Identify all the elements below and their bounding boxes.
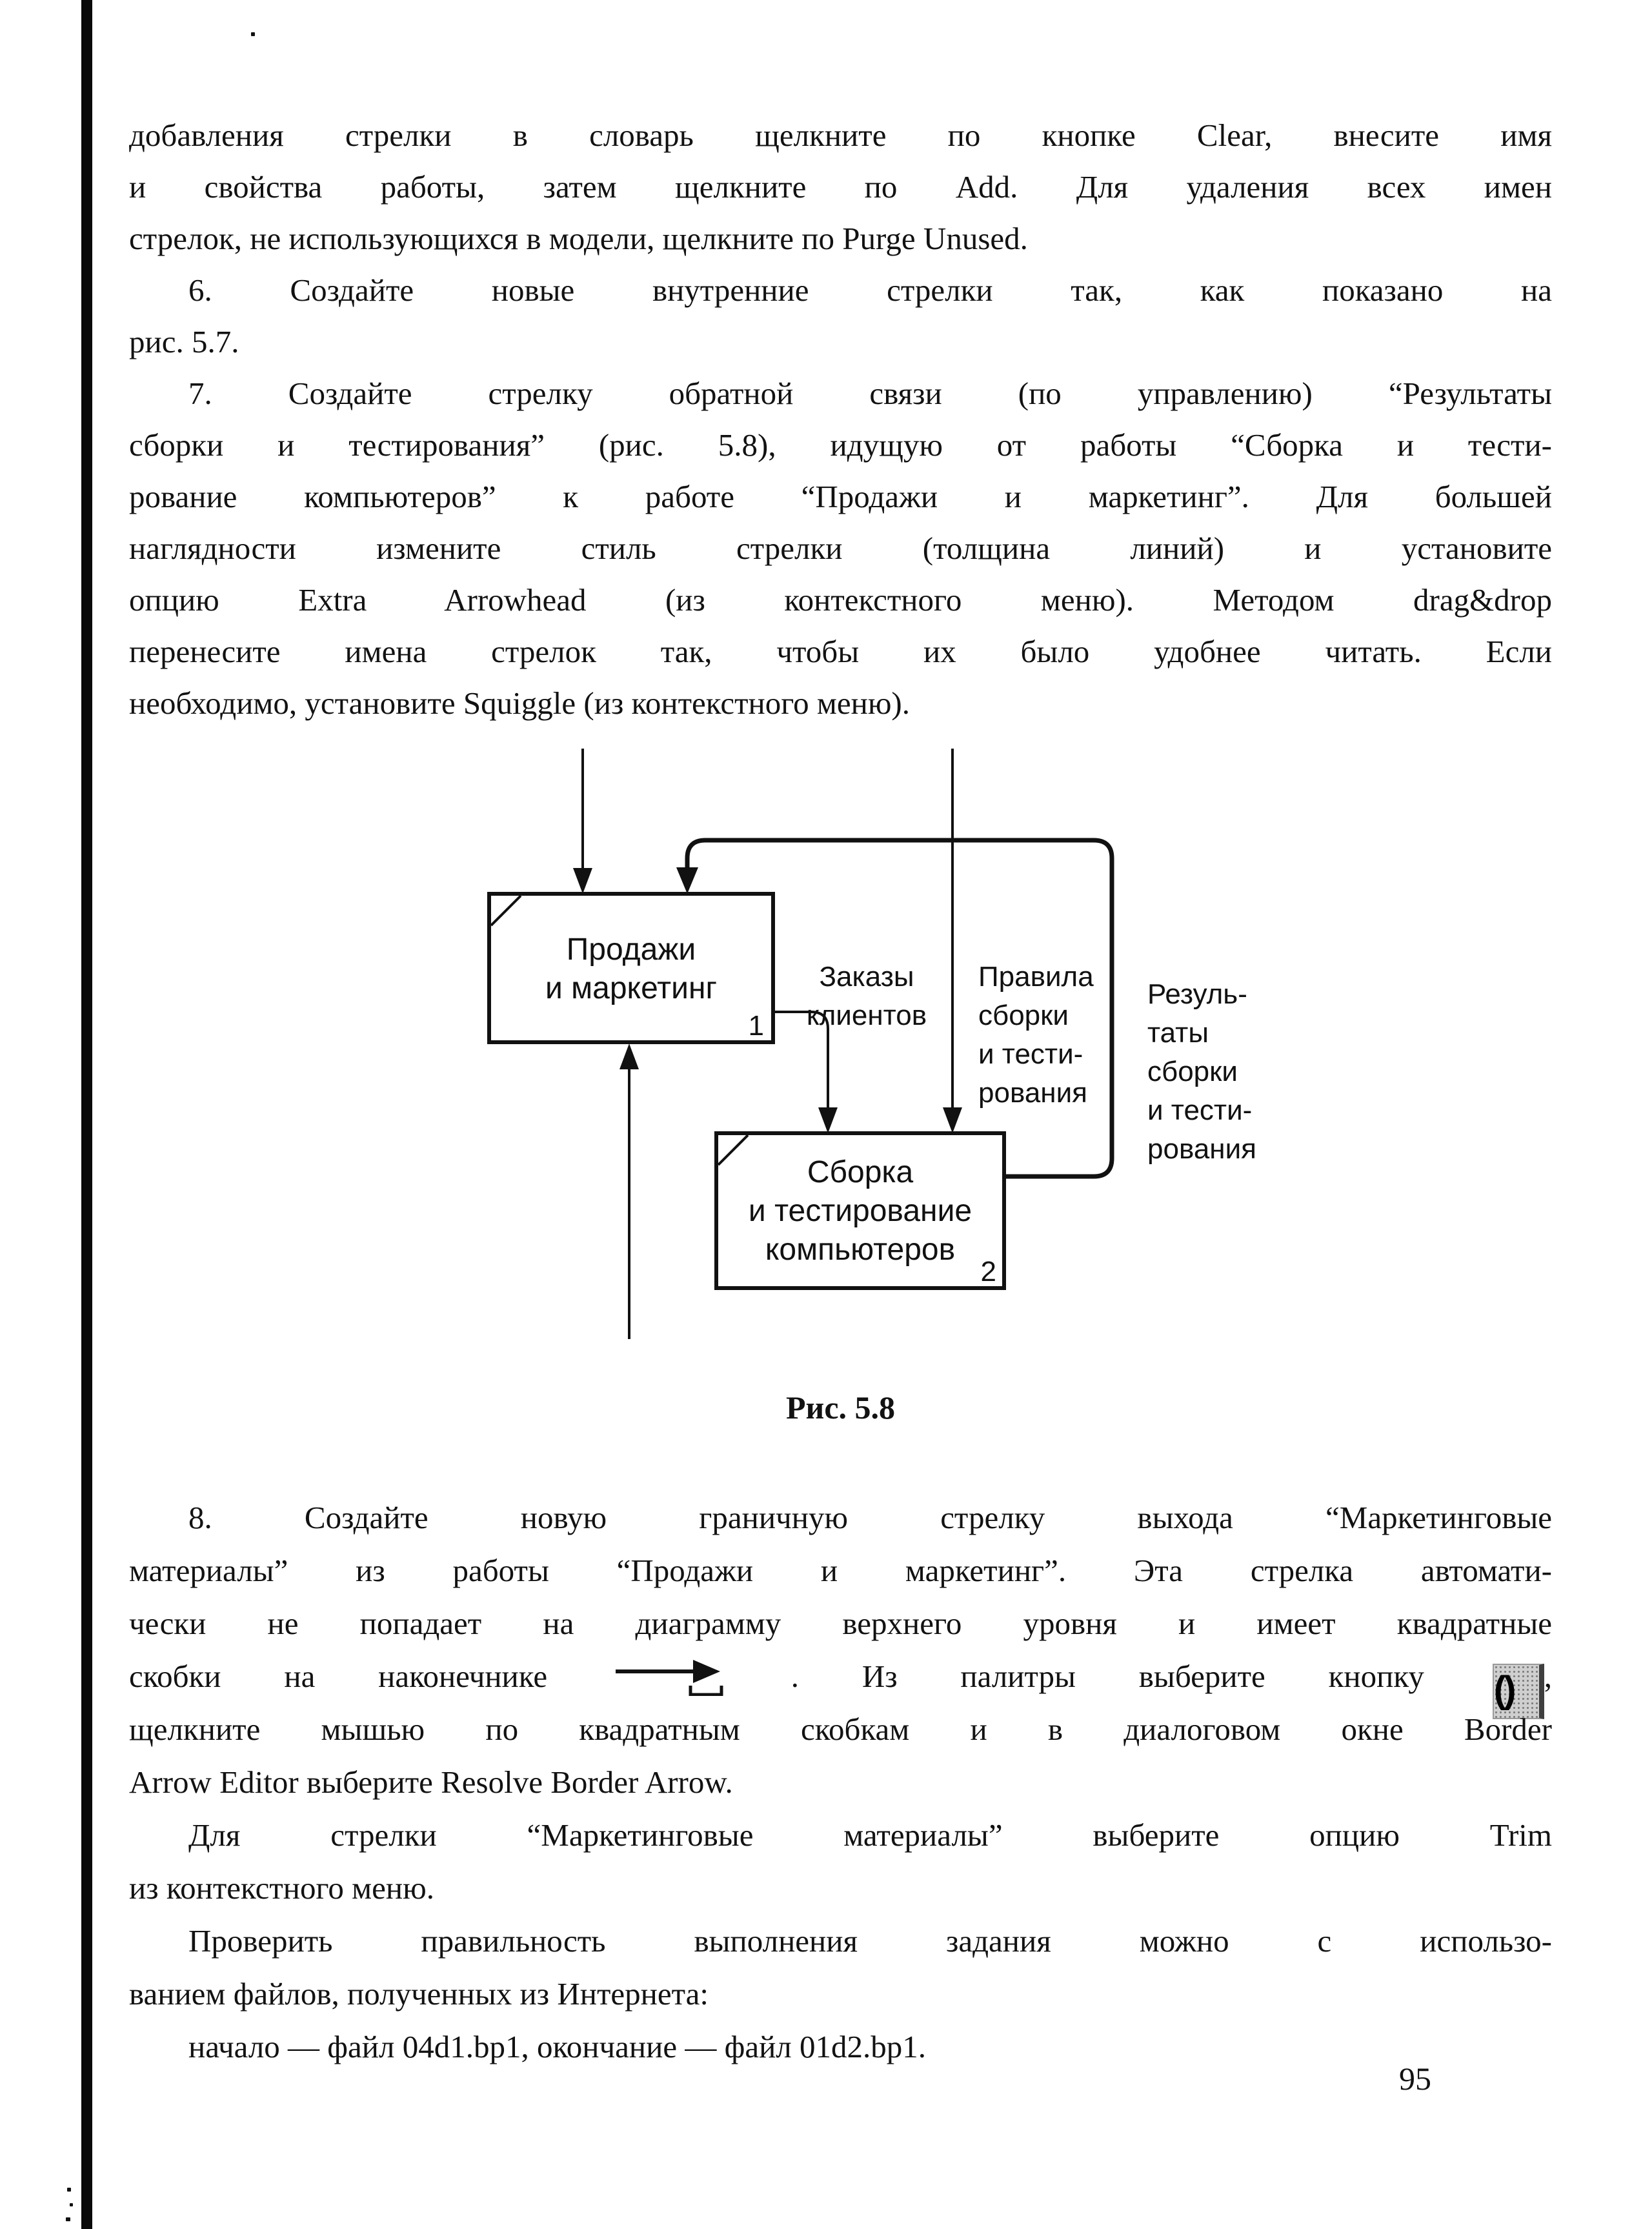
activity-box-sales-marketing	[489, 894, 773, 1042]
text-line: 8. Создайте новую граничную стрелку выхода “Маркетинговые	[188, 1500, 1552, 1535]
text-line: и свойства работы, затем щелкните по Add. Для удаления всех имен	[129, 169, 1552, 205]
control-arrow-into-box1	[573, 749, 592, 894]
svg-text:сборки: сборки	[978, 1000, 1069, 1031]
scan-speck	[251, 32, 255, 36]
results-arrow-label	[1147, 978, 1256, 1165]
scan-spine-bar	[81, 0, 92, 2229]
figure-caption: Рис. 5.8	[785, 1389, 896, 1426]
box2-number: 2	[980, 1256, 996, 1287]
svg-text:клиентов: клиентов	[806, 1000, 927, 1031]
top-text-block	[129, 110, 1552, 729]
text-line: перенесите имена стрелок так, чтобы их было удобнее читать. Если	[129, 634, 1552, 669]
text-segment: скобки на наконечнике	[129, 1659, 548, 1694]
orders-arrow-label	[807, 961, 927, 1031]
text-line: щелкните мышью по квадратным скобкам и в диалоговом окне Border	[129, 1711, 1552, 1747]
rules-control-arrow	[943, 749, 962, 1133]
activity-box-assembly-testing	[716, 1133, 1004, 1288]
svg-text:Правила: Правила	[978, 961, 1094, 993]
text-line: рис. 5.7.	[129, 324, 239, 359]
text-line-with-glyphs	[129, 1650, 1553, 1711]
text-line: наглядности измените стиль стрелки (толщина линий) и установите	[129, 530, 1552, 566]
svg-text:сборки: сборки	[1147, 1056, 1238, 1087]
box2-label-line2: и тестирование	[748, 1194, 972, 1228]
text-line: из контекстного меню.	[129, 1870, 434, 1906]
figure-5-8	[426, 736, 1297, 1381]
text-line: Arrow Editor выберите Resolve Border Arrow.	[129, 1764, 733, 1800]
bottom-text-block	[129, 1491, 1552, 2073]
text-line: стрелок, не использующихся в модели, щелкните по Purge Unused.	[129, 221, 1028, 256]
svg-text:и тести-: и тести-	[1147, 1094, 1253, 1126]
text-line: начало — файл 04d1.bp1, окончание — файл 01d2.bp1.	[188, 2029, 927, 2064]
svg-text:Резуль-: Резуль-	[1147, 978, 1247, 1010]
rules-arrow-label	[978, 961, 1094, 1109]
box1-label-line2: и маркетинг	[545, 971, 717, 1005]
text-line: добавления стрелки в словарь щелкните по кнопке Clear, внесите имя	[129, 117, 1552, 153]
box2-label-line3: компьютеров	[765, 1233, 956, 1267]
svg-text:Заказы: Заказы	[819, 961, 914, 993]
svg-text:и тести-: и тести-	[978, 1038, 1083, 1070]
text-line: Для стрелки “Маркетинговые материалы” выберите опцию Trim	[188, 1817, 1552, 1853]
text-segment: ,	[1544, 1659, 1553, 1694]
bracket-arrowhead-icon	[614, 1655, 724, 1696]
text-segment: . Из палитры выберите кнопку	[791, 1659, 1424, 1694]
svg-text:рования: рования	[1147, 1133, 1256, 1165]
text-line: сборки и тестирования” (рис. 5.8), идущую от работы “Сборка и тести-	[129, 427, 1552, 463]
palette-bracket-button-icon: ()	[1493, 1664, 1544, 1719]
text-line: рование компьютеров” к работе “Продажи и маркетинг”. Для большей	[129, 479, 1552, 514]
text-line: необходимо, установите Squiggle (из контекстного меню).	[129, 685, 910, 721]
text-line: чески не попадает на диаграмму верхнего уровня и имеет квадратные	[129, 1606, 1552, 1641]
box1-label-line1: Продажи	[566, 933, 696, 967]
text-line: опцию Extra Arrowhead (из контекстного меню). Методом drag&drop	[129, 582, 1552, 618]
box2-label-line1: Сборка	[807, 1155, 914, 1189]
text-line: ванием файлов, полученных из Интернета:	[129, 1976, 709, 2012]
text-line: Проверить правильность выполнения задания можно с использо-	[188, 1923, 1552, 1959]
text-line: 6. Создайте новые внутренние стрелки так, как показано на	[188, 272, 1552, 308]
box1-number: 1	[748, 1010, 764, 1042]
svg-text:рования: рования	[978, 1077, 1087, 1109]
text-line: 7. Создайте стрелку обратной связи (по управлению) “Результаты	[188, 376, 1552, 411]
scan-speck	[66, 2217, 70, 2221]
mechanism-arrow-into-box1	[620, 1044, 639, 1339]
text-line: материалы” из работы “Продажи и маркетинг”. Эта стрелка автомати-	[129, 1553, 1552, 1588]
page-number: 95	[1399, 2061, 1431, 2097]
scan-speck	[67, 2188, 71, 2192]
idef0-diagram	[426, 736, 1297, 1381]
scan-speck	[70, 2203, 73, 2206]
svg-text:таты: таты	[1147, 1017, 1209, 1049]
